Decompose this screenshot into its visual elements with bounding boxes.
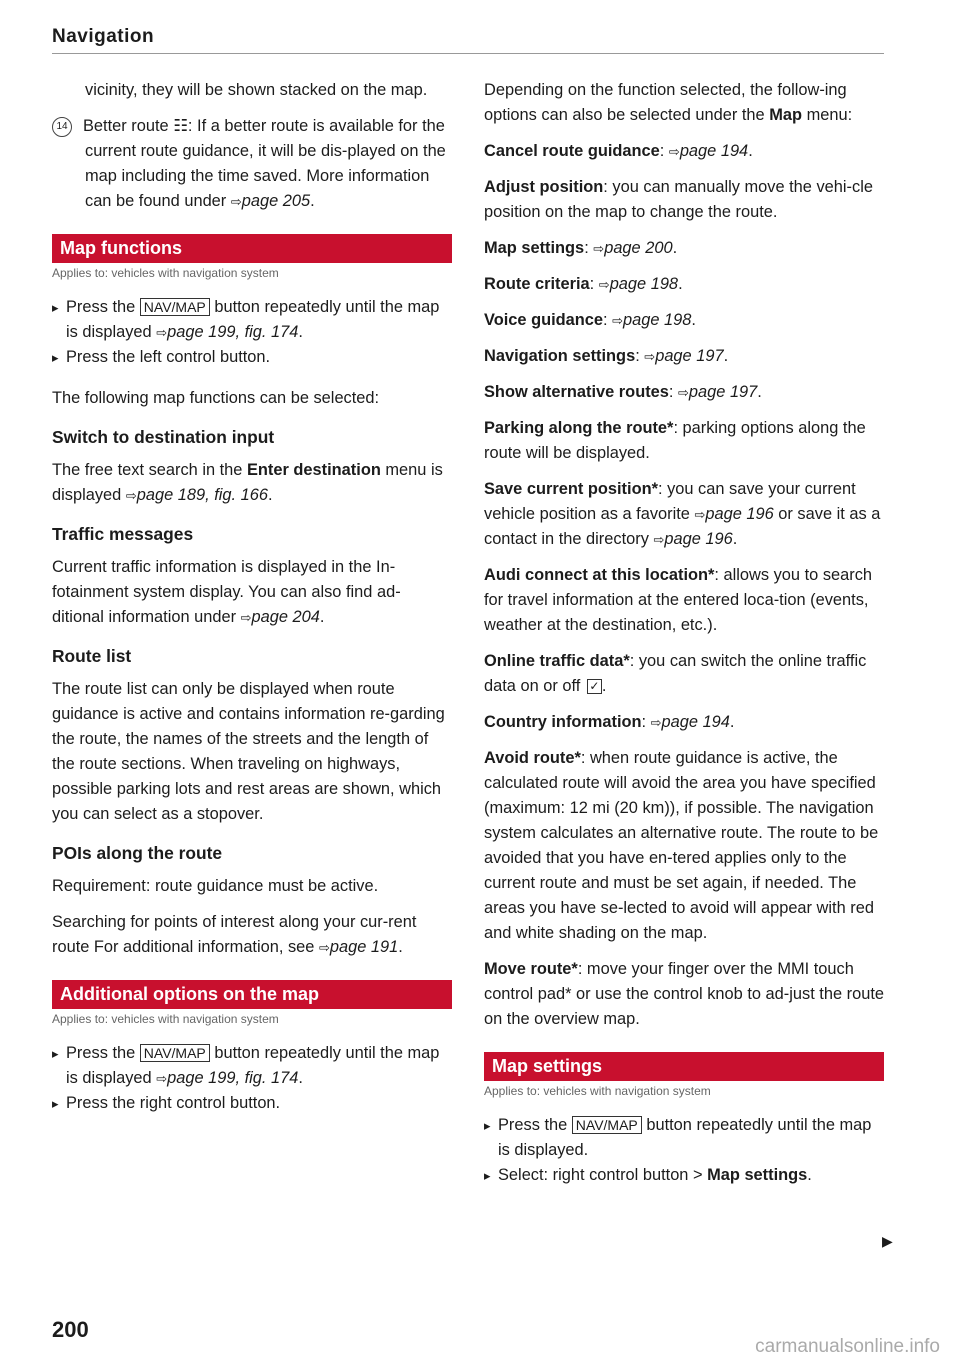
- page-ref[interactable]: [678, 383, 757, 401]
- ref-text: page 199, fig. 174: [167, 323, 299, 341]
- step-text: Press the: [66, 298, 140, 316]
- end-punct: .: [723, 347, 729, 365]
- ref-text: page 204: [251, 608, 320, 626]
- option-item: [484, 272, 884, 297]
- arrow-icon: ⇨: [598, 277, 610, 292]
- arrow-icon: ⇨: [318, 940, 330, 955]
- applies-to: Applies to: vehicles with navigation system: [52, 266, 279, 280]
- step-text: button repeatedly until the map is displayed: [66, 298, 440, 341]
- option-term: Cancel route guidance: [484, 142, 660, 160]
- step-text: Press the: [498, 1116, 572, 1134]
- option-move-route: [484, 957, 884, 1032]
- text: menu is displayed: [52, 461, 443, 504]
- option-item: [484, 416, 884, 466]
- option-term: Online traffic data*: [484, 652, 630, 670]
- option-item: [484, 175, 884, 225]
- text: : you can manually move the vehi-cle position on the map to change the route.: [484, 178, 873, 221]
- step-text: button repeatedly until the map is displayed.: [498, 1116, 872, 1159]
- heading-switch-destination: Switch to destination input: [52, 427, 275, 447]
- text: :: [659, 142, 669, 160]
- page-number: 200: [52, 1317, 89, 1342]
- text: : allows you to search for travel information at the entered loca-tion (events, weather at the destination, etc.).: [484, 566, 873, 634]
- option-term: Show alternative routes: [484, 383, 669, 401]
- end-punct: .: [298, 323, 303, 341]
- option-save-position: [484, 477, 884, 552]
- text: : move your finger over the MMI touch control pad* or use the control knob to ad-just the route on the overview map.: [484, 960, 884, 1028]
- arrow-icon: ⇨: [125, 488, 137, 503]
- bold-term: Map: [769, 106, 803, 124]
- text: :: [603, 311, 613, 329]
- step-1: [52, 295, 452, 345]
- text: : you can save your current vehicle position as a favorite: [484, 480, 856, 523]
- option-online-traffic: [484, 649, 884, 699]
- heading-pois: POIs along the route: [52, 843, 223, 863]
- text: :: [668, 383, 679, 401]
- bold-term: Map settings: [707, 1166, 808, 1184]
- end-punct: .: [691, 311, 696, 329]
- end-punct: .: [267, 486, 273, 504]
- end-punct: .: [678, 275, 683, 293]
- option-item: [484, 380, 884, 405]
- step-2: ▸ Press the left control button.: [52, 345, 452, 370]
- end-punct: .: [732, 530, 738, 548]
- page-ref[interactable]: [599, 275, 678, 293]
- arrow-icon: ⇨: [156, 325, 168, 340]
- option-term: Move route*: [484, 960, 578, 978]
- ref-text: page 194: [661, 713, 730, 731]
- nav-map-key: NAV/MAP: [140, 298, 210, 316]
- option-term: Audi connect at this location*: [484, 566, 715, 584]
- page-header: Navigation: [52, 26, 155, 47]
- better-route-text: : If a better route is available for the current route guidance, it will be dis-played on the map including the time saved. More information can be found under: [85, 117, 446, 210]
- arrow-icon: ⇨: [593, 241, 605, 256]
- following-text: The following map functions can be selected:: [52, 389, 380, 407]
- step-text: Press the: [66, 1044, 140, 1062]
- option-item: [484, 236, 884, 261]
- left-column: [52, 78, 452, 1116]
- end-punct: .: [319, 608, 325, 626]
- page-ref[interactable]: [612, 311, 691, 329]
- page-ref[interactable]: [669, 142, 748, 160]
- option-item: [484, 139, 884, 164]
- text: or save it as a contact in the directory: [484, 505, 881, 548]
- options-intro: [484, 78, 884, 128]
- text: Depending on the function selected, the follow-ing options can also be selected under the: [484, 81, 847, 124]
- text: : you can switch the online traffic data on or off: [484, 652, 867, 695]
- intro-text: vicinity, they will be shown stacked on the map.: [85, 81, 428, 99]
- nav-map-key: NAV/MAP: [572, 1116, 642, 1134]
- step-1: [484, 1113, 884, 1163]
- option-term: Parking along the route*: [484, 419, 674, 437]
- applies-to: Applies to: vehicles with navigation system: [52, 1012, 279, 1026]
- end-punct: .: [729, 713, 735, 731]
- option-term: Country information: [484, 713, 642, 731]
- page-ref[interactable]: [319, 938, 398, 956]
- better-route-label: Better route: [83, 117, 169, 135]
- option-term: Save current position*: [484, 480, 658, 498]
- end-punct: .: [672, 239, 678, 257]
- page-ref[interactable]: [126, 486, 268, 504]
- right-column: [484, 78, 884, 1188]
- section-additional-options: Additional options on the map: [52, 980, 452, 1009]
- ref-text: page 191: [329, 938, 399, 956]
- end-punct: .: [748, 142, 753, 160]
- pois-text: [52, 910, 452, 960]
- ref-text: page 196: [705, 505, 774, 523]
- arrow-icon: ⇨: [644, 349, 656, 364]
- end-punct: .: [398, 938, 403, 956]
- arrow-icon: ⇨: [668, 144, 680, 159]
- switch-destination-text: [52, 458, 452, 508]
- option-audi-connect: [484, 563, 884, 638]
- step-text: button repeatedly until the map is displayed: [66, 1044, 440, 1087]
- checkbox-icon: ✓: [587, 679, 602, 694]
- ref-text: page 198: [609, 275, 679, 293]
- step-text: Select: right control button >: [498, 1166, 708, 1184]
- option-item: [484, 308, 884, 333]
- watermark: carmanualsonline.info: [755, 1336, 940, 1357]
- page-ref[interactable]: [156, 1069, 298, 1087]
- step-2: ▸ Press the right control button.: [52, 1091, 452, 1116]
- text: Current traffic information is displayed in the In-fotainment system display. You can also find ad-ditional information under: [52, 558, 401, 626]
- ref-text: page 197: [688, 383, 758, 401]
- text: : when route guidance is active, the calculated route will avoid the area you have specified (maximum: 12 mi (20 km)), if possible. The navigation system calculates an alternative route. The route to be avoided that you have en-tered applies only to the current route and must be set again, if needed. The areas you have se-lected to avoid will appear with red and white shading on the map.: [484, 749, 879, 942]
- better-route-item: [52, 114, 452, 214]
- option-country-info: [484, 710, 884, 735]
- text: menu:: [802, 106, 853, 124]
- text: :: [584, 239, 594, 257]
- page-ref[interactable]: [653, 530, 732, 548]
- page-ref[interactable]: [241, 608, 320, 626]
- step-2: [484, 1163, 884, 1188]
- end-punct: .: [298, 1069, 303, 1087]
- ref-text: page 198: [623, 311, 692, 329]
- option-term: Voice guidance: [484, 311, 604, 329]
- page-ref[interactable]: [231, 192, 310, 210]
- section-map-functions: Map functions: [52, 234, 452, 263]
- text: Searching for points of interest along your cur-rent route For additional information, see: [52, 913, 417, 956]
- arrow-icon: ⇨: [240, 610, 252, 625]
- nav-map-key: NAV/MAP: [140, 1044, 210, 1062]
- text: :: [641, 713, 651, 731]
- option-avoid-route: [484, 746, 884, 946]
- ref-text: page 200: [604, 239, 673, 257]
- arrow-icon: ⇨: [156, 1071, 168, 1086]
- page-ref[interactable]: [651, 713, 730, 731]
- end-punct: .: [757, 383, 762, 401]
- pois-requirement: Requirement: route guidance must be active.: [52, 877, 379, 895]
- option-term: Avoid route*: [484, 749, 581, 767]
- text: :: [635, 347, 645, 365]
- route-icon: ☷: [173, 117, 188, 135]
- option-term: Adjust position: [484, 178, 604, 196]
- page-ref[interactable]: [593, 239, 672, 257]
- option-term: Navigation settings: [484, 347, 636, 365]
- page-ref[interactable]: [644, 347, 723, 365]
- option-list: [484, 139, 884, 466]
- route-list-text: The route list can only be displayed when route guidance is active and contains information re-garding the route, the names of the streets and the length of the route sections. When traveling on highways, possible parking lots and rest areas are shown, which you can select as a stopover.: [52, 680, 445, 823]
- arrow-icon: ⇨: [653, 532, 665, 547]
- option-term: Route criteria: [484, 275, 590, 293]
- heading-route-list: Route list: [52, 646, 132, 666]
- ref-text: page 194: [679, 142, 749, 160]
- ref-text: page 199, fig. 174: [167, 1069, 299, 1087]
- arrow-icon: ⇨: [230, 194, 242, 209]
- heading-traffic: Traffic messages: [52, 524, 194, 544]
- arrow-icon: ⇨: [650, 715, 662, 730]
- text: :: [589, 275, 599, 293]
- arrow-icon: ⇨: [612, 313, 624, 328]
- ref-text: page 205: [241, 192, 311, 210]
- ref-text: page 196: [664, 530, 733, 548]
- text: : parking options along the route will be displayed.: [484, 419, 866, 462]
- step-1: [52, 1041, 452, 1091]
- traffic-text: [52, 555, 452, 630]
- end-punct: .: [601, 677, 607, 695]
- section-map-settings: Map settings: [484, 1052, 884, 1081]
- page-ref[interactable]: [694, 505, 773, 523]
- ref-text: page 189, fig. 166: [136, 486, 268, 504]
- arrow-icon: ⇨: [694, 507, 706, 522]
- option-item: [484, 344, 884, 369]
- end-punct: .: [310, 192, 315, 210]
- ref-text: page 197: [655, 347, 724, 365]
- text: The free text search in the: [52, 461, 247, 479]
- applies-to: Applies to: vehicles with navigation system: [484, 1084, 711, 1098]
- arrow-icon: ⇨: [678, 385, 689, 400]
- header-rule: [52, 53, 884, 54]
- end-punct: .: [807, 1166, 812, 1184]
- bold-term: Enter destination: [246, 461, 381, 479]
- option-term: Map settings: [484, 239, 585, 257]
- page-ref[interactable]: [156, 323, 298, 341]
- continue-arrow-icon: ▶: [882, 1233, 893, 1249]
- callout-number: 14: [52, 117, 72, 137]
